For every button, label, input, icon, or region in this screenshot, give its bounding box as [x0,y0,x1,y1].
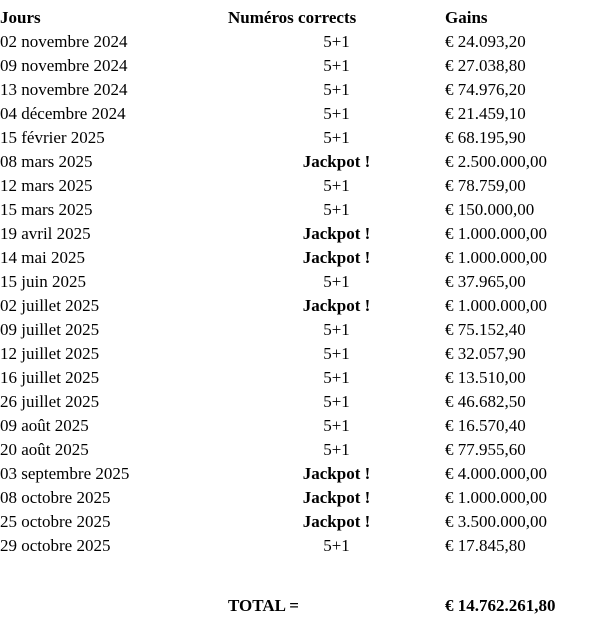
cell-gains: € 77.955,60 [445,440,526,459]
cell-numbers-jackpot: Jackpot ! [302,248,371,267]
cell-day: 12 juillet 2025 [0,344,100,363]
cell-day: 08 mars 2025 [0,152,93,171]
spacer-cell-gains [445,558,608,594]
total-label: TOTAL = [228,596,299,615]
spacer-cell-day [0,558,228,594]
cell-day: 15 février 2025 [0,128,105,147]
cell-numbers: 5+1 [323,176,350,195]
cell-gains: € 4.000.000,00 [445,464,547,483]
cell-day: 12 mars 2025 [0,176,93,195]
table-row [0,222,608,246]
cell-day: 08 octobre 2025 [0,488,111,507]
table-row [0,414,608,438]
cell-day: 29 octobre 2025 [0,536,111,555]
cell-numbers: 5+1 [323,368,350,387]
cell-numbers-jackpot: Jackpot ! [302,464,371,483]
table-row [0,102,608,126]
cell-numbers: 5+1 [323,200,350,219]
cell-numbers: 5+1 [323,56,350,75]
footer-spacer-row [0,558,608,594]
cell-day: 09 novembre 2024 [0,56,128,75]
cell-numbers: 5+1 [323,440,350,459]
cell-gains: € 75.152,40 [445,320,526,339]
cell-day: 16 juillet 2025 [0,368,100,387]
table-row [0,366,608,390]
cell-gains: € 1.000.000,00 [445,296,547,315]
table-header [0,6,608,30]
cell-gains: € 1.000.000,00 [445,488,547,507]
table-row [0,486,608,510]
total-row [0,594,608,618]
table-row [0,126,608,150]
table-row [0,438,608,462]
table-footer [0,558,608,618]
cell-day: 25 octobre 2025 [0,512,111,531]
cell-numbers: 5+1 [323,80,350,99]
cell-day: 03 septembre 2025 [0,464,130,483]
cell-numbers-jackpot: Jackpot ! [302,224,371,243]
cell-gains: € 68.195,90 [445,128,526,147]
table-row [0,150,608,174]
cell-gains: € 3.500.000,00 [445,512,547,531]
cell-gains: € 74.976,20 [445,80,526,99]
cell-numbers-jackpot: Jackpot ! [302,152,371,171]
table-row [0,390,608,414]
cell-numbers: 5+1 [323,392,350,411]
cell-day: 04 décembre 2024 [0,104,126,123]
cell-gains: € 32.057,90 [445,344,526,363]
cell-gains: € 21.459,10 [445,104,526,123]
cell-gains: € 13.510,00 [445,368,526,387]
table-row [0,54,608,78]
gains-table [0,6,608,618]
cell-gains: € 1.000.000,00 [445,224,547,243]
cell-gains: € 24.093,20 [445,32,526,51]
table-row [0,30,608,54]
cell-day: 02 juillet 2025 [0,296,100,315]
table-row [0,318,608,342]
cell-day: 15 juin 2025 [0,272,86,291]
cell-day: 15 mars 2025 [0,200,93,219]
cell-gains: € 27.038,80 [445,56,526,75]
cell-numbers: 5+1 [323,416,350,435]
cell-gains: € 46.682,50 [445,392,526,411]
table-row [0,198,608,222]
cell-gains: € 37.965,00 [445,272,526,291]
table-row [0,270,608,294]
cell-numbers-jackpot: Jackpot ! [302,488,371,507]
cell-day: 19 avril 2025 [0,224,91,243]
table-row [0,534,608,558]
cell-numbers: 5+1 [323,320,350,339]
cell-numbers-jackpot: Jackpot ! [302,296,371,315]
total-blank-cell [0,594,228,618]
table-row [0,174,608,198]
table-row [0,78,608,102]
total-value: € 14.762.261,80 [445,596,556,615]
spacer-cell-numbers [228,558,445,594]
column-header-day: Jours [0,8,41,27]
cell-gains: € 78.759,00 [445,176,526,195]
cell-gains: € 16.570,40 [445,416,526,435]
column-header-numbers: Numéros corrects [228,8,357,27]
cell-numbers: 5+1 [323,344,350,363]
cell-numbers: 5+1 [323,128,350,147]
cell-gains: € 17.845,80 [445,536,526,555]
cell-day: 09 août 2025 [0,416,89,435]
cell-numbers: 5+1 [323,32,350,51]
cell-day: 13 novembre 2024 [0,80,128,99]
cell-day: 26 juillet 2025 [0,392,100,411]
table-row [0,246,608,270]
cell-day: 09 juillet 2025 [0,320,100,339]
column-header-gains: Gains [445,8,488,27]
cell-day: 20 août 2025 [0,440,89,459]
cell-gains: € 1.000.000,00 [445,248,547,267]
table-body [0,30,608,558]
table-row [0,510,608,534]
cell-numbers: 5+1 [323,536,350,555]
cell-numbers: 5+1 [323,104,350,123]
cell-numbers-jackpot: Jackpot ! [302,512,371,531]
table-header-row [0,6,608,30]
cell-gains: € 150.000,00 [445,200,535,219]
table-row [0,462,608,486]
cell-gains: € 2.500.000,00 [445,152,547,171]
cell-numbers: 5+1 [323,272,350,291]
cell-day: 14 mai 2025 [0,248,85,267]
table-row [0,294,608,318]
cell-day: 02 novembre 2024 [0,32,128,51]
table-row [0,342,608,366]
